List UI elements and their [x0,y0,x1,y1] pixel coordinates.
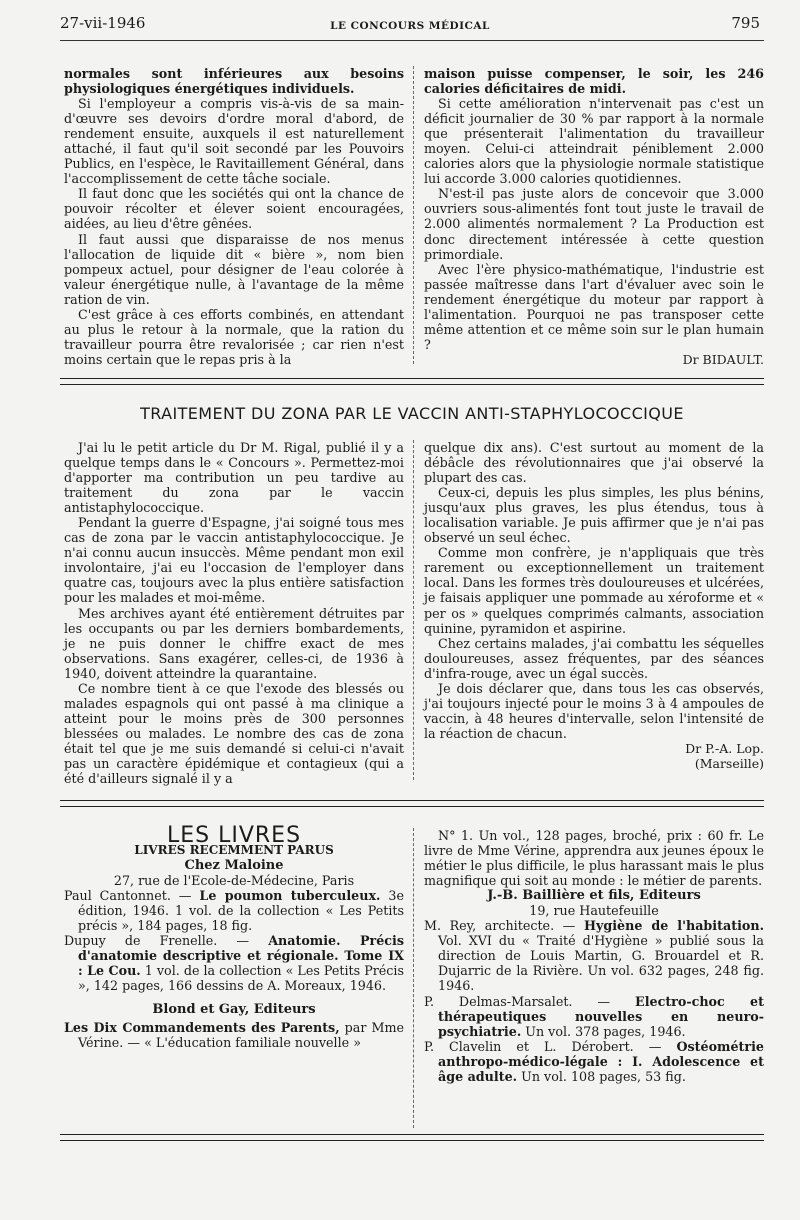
book-entry [424,994,764,1039]
paragraph: Il faut aussi que disparaisse de nos menus l'allocation de liquide dit « bière », nom bien pompeux actuel, pour désigner de l'eau colorée à valeur énergétique nulle, à l'avantage de la même ration de vin. [64,231,404,307]
paragraph: C'est grâce à ces efforts combinés, en attendant au plus le retour à la normale, que la ration du travailleur pourra être revalorisée ; car rien n'est moins certain que le repas pris à la [64,306,404,367]
column-separator [413,440,415,780]
paragraph: Pendant la guerre d'Espagne, j'ai soigné tous mes cas de zona par le vaccin antistaphylococcique. Je n'ai connu aucun insuccès. Même pendant mon exil involontaire, j'ai eu l'occasion de l'employer dans quatre cas, toujours avec la plus entière satisfaction pour les malades et moi-même. [64,515,404,606]
book-details: par Mme Vérine. — « L'éducation familiale nouvelle » [78,1019,404,1050]
paragraph: Avec l'ère physico-mathématique, l'industrie est passée maîtresse dans l'art d'évaluer avec soin le rendement énergétique du moteur par rapport à l'alimentation. Pourquoi ne pas transposer cette même attention et ce même soin sur le plan humain ? [424,261,764,352]
article1-signature: Dr BIDAULT. [682,351,764,367]
book-title: Les Dix Commandements des Parents, [64,1019,340,1035]
paragraph: J'ai lu le petit article du Dr M. Rigal, publié il y a quelque temps dans le « Concours ». Permettez-moi d'apporter ma contribution un peu tardive au traitement du zona par le vaccin antistaphylococcique. [64,440,404,516]
paragraph: Je dois déclarer que, dans tous les cas observés, j'ai toujours injecté pour le moins 3 à 4 ampoules de vaccin, à 48 heures d'intervalle, selon l'intensité de la réaction de chacun. [424,680,764,741]
livres-subtitle: LIVRES RECEMMENT PARUS [134,843,334,858]
book-author: Dupuy de Frenelle. — [64,933,250,949]
book-title: Ostéométrie anthropo-médico-légale : I. Adolescence et âge adulte. [438,1038,764,1084]
page-header [60,14,760,36]
book-title: Anatomie. Précis d'anatomie descriptive et régionale. Tome IX : Le Cou. [78,933,404,979]
column-separator [413,828,415,1128]
article2-title: TRAITEMENT DU ZONA PAR LE VACCIN ANTI-STAPHYLOCOCCIQUE [140,404,684,423]
article1-left-column [64,66,404,367]
publisher-name: J.-B. Baillière et fils, Editeurs [487,888,701,904]
book-author: Paul Cantonnet. — [64,888,192,904]
paragraph: Comme mon confrère, je n'appliquais que très rarement ou exceptionnellement un traitement local. Dans les formes très douloureuses et ulcérées, je faisais appliquer une pommade au xéroforme et « per os » quelques comprimés calmants, association quinine, pyramidon et aspirine. [424,545,764,636]
article2-left-column [64,440,404,786]
issue-date: 27-vii-1946 [60,14,146,32]
article1-right-column [424,66,764,367]
book-author: P. Clavelin et L. Dérobert. — [424,1038,662,1054]
header-rule [60,40,764,41]
paragraph: quelque dix ans). C'est surtout au moment de la débâcle des révolutionnaires que j'ai observé la plupart des cas. [424,440,764,486]
book-entry [64,933,404,993]
book-entry [64,1020,404,1050]
book-details: 3e édition, 1946. 1 vol. de la collection « Les Petits précis », 184 pages, 18 fig. [78,888,404,934]
paragraph: Ce nombre tient à ce que l'exode des blessés ou malades espagnols qui ont passé à ma clinique a atteint pour le moins près de 300 personnes blessées ou malades. Le nombre des cas de zona était tel que je me suis demandé si celui-ci n'avait pas un caractère épidémique et contagieux (qui a été d'ailleurs signalé il y a [64,680,404,787]
book-details: Un vol. 378 pages, 1946. [525,1023,686,1039]
book-title: Hygiène de l'habitation. [583,918,764,934]
book-entry [64,888,404,933]
page-number: 795 [731,14,760,32]
livres-right-column [424,828,764,1084]
section-divider [60,800,764,807]
livres-title: LES LIVRES [166,823,302,848]
paragraph: normales sont inférieures aux besoins physiologiques énergétiques individuels. [64,66,404,97]
publisher-name: Chez Maloine [184,858,284,874]
article2-right-column [424,440,764,771]
journal-name: LE CONCOURS MÉDICAL [330,20,490,32]
paragraph: N'est-il pas juste alors de concevoir que 3.000 ouvriers sous-alimentés font tout juste le travail de 2.000 alimentés normalement ? La Production est donc directement intéressée à cette question primordiale. [424,186,764,262]
section-divider [60,378,764,385]
article2-signature: Dr P.-A. Lop. [685,740,764,756]
paragraph: N° 1. Un vol., 128 pages, broché, prix : 60 fr. Le livre de Mme Vérine, apprendra aux jeunes époux le métier le plus difficile, le plus harassant mais le plus magnifique qui soit au monde : le métier de parents. [424,828,764,889]
article2-city: (Marseille) [694,755,764,771]
paragraph: Ceux-ci, depuis les plus simples, les plus bénins, jusqu'aux plus graves, les plus étendus, tous à localisation variable. Je puis affirmer que je n'ai pas observé un seul échec. [424,485,764,546]
book-entry [424,918,764,993]
livres-left-column [64,823,404,1050]
section-divider [60,1134,764,1141]
book-author: M. Rey, architecte. — [424,918,576,934]
publisher-address: 19, rue Hautefeuille [529,903,659,919]
book-details: Vol. XVI du « Traité d'Hygiène » publié sous la direction de Louis Martin, G. Brouardel et R. Dujarric de la Rivière. Un vol. 632 pages, 248 fig. 1946. [438,933,764,994]
paragraph: Chez certains malades, j'ai combattu les séquelles douloureuses, assez fréquentes, par des séances d'infra-rouge, avec un égal succès. [424,635,764,681]
paragraph: maison puisse compenser, le soir, les 246 calories déficitaires de midi. [424,66,764,97]
book-entry [424,1039,764,1084]
paragraph: Mes archives ayant été entièrement détruites par les occupants ou par les derniers bombardements, je ne puis donner le chiffre exact de mes observations. Sans exagérer, celles-ci, de 1936 à 1940, doivent atteindre la quarantaine. [64,605,404,681]
paragraph: Si cette amélioration n'intervenait pas c'est un déficit journalier de 30 % par rapport à la normale que présenterait l'alimentation du travailleur moyen. Celui-ci atteindrait péniblement 2.000 calories alors que la physiologie normale statistique lui accorde 3.000 calories quotidiennes. [424,96,764,187]
book-title: Le poumon tuberculeux. [199,888,381,904]
publisher-name: Blond et Gay, Editeurs [152,1001,316,1017]
column-separator [413,66,415,364]
book-title: Electro-choc et thérapeutiques nouvelles en neuro-psychiatrie. [438,993,764,1039]
book-details: Un vol. 108 pages, 53 fig. [521,1068,686,1084]
book-details: 1 vol. de la collection « Les Petits Précis », 142 pages, 166 dessins de A. Moreaux, 1946. [78,963,404,994]
book-author: P. Delmas-Marsalet. — [424,993,611,1009]
paragraph: Il faut donc que les sociétés qui ont la chance de pouvoir récolter et élever soient encouragées, aidées, au lieu d'être gênées. [64,186,404,232]
publisher-address: 27, rue de l'Ecole-de-Médecine, Paris [113,873,355,889]
paragraph: Si l'employeur a compris vis-à-vis de sa main-d'œuvre ses devoirs d'ordre moral d'abord, de rendement ensuite, auxquels il est naturellement attaché, il faut qu'il soit secondé par les Pouvoirs Publics, en l'espèce, le Ravitaillement Général, dans l'accomplissement de cette tâche sociale. [64,96,404,187]
